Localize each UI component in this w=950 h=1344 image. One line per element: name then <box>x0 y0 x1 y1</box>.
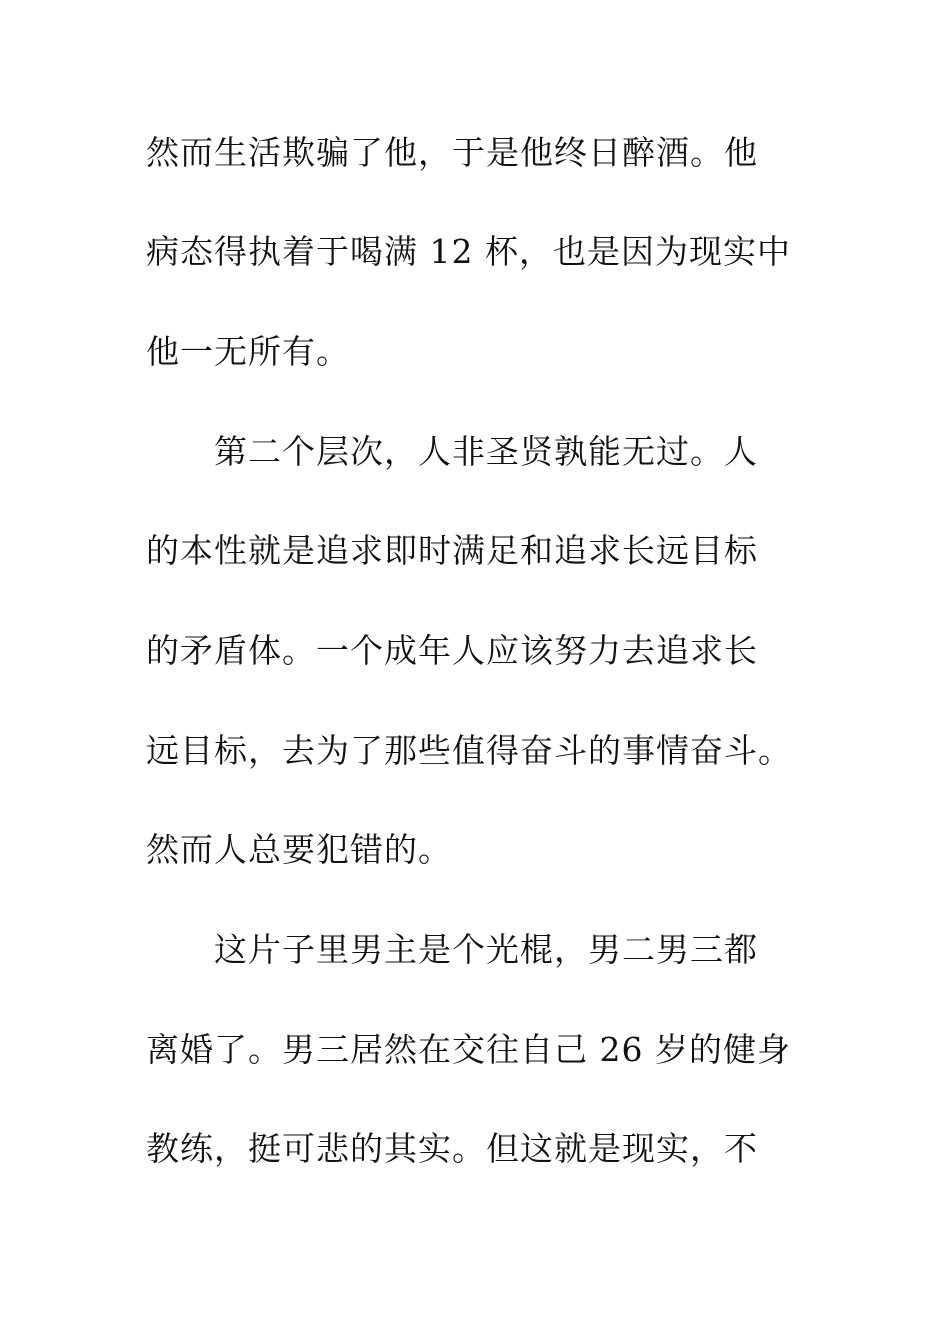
text-line: 然而人总要犯错的。 <box>146 830 452 869</box>
text-line: 离婚了。男三居然在交往自己 26 岁的健身 <box>146 1030 791 1069</box>
paragraph-first-line: 这片子里男主是个光棍，男二男三都 <box>214 930 758 969</box>
text-line: 的矛盾体。一个成年人应该努力去追求长 <box>146 631 758 670</box>
text-line: 教练，挺可悲的其实。但这就是现实，不 <box>146 1129 758 1168</box>
text-line: 然而生活欺骗了他，于是他终日醉酒。他 <box>146 133 758 172</box>
text-line: 他一无所有。 <box>146 332 350 371</box>
text-line: 的本性就是追求即时满足和追求长远目标 <box>146 531 758 570</box>
text-line: 远目标，去为了那些值得奋斗的事情奋斗。 <box>146 731 792 770</box>
paragraph-first-line: 第二个层次，人非圣贤孰能无过。人 <box>214 432 758 471</box>
text-line: 病态得执着于喝满 12 杯，也是因为现实中 <box>146 232 791 271</box>
